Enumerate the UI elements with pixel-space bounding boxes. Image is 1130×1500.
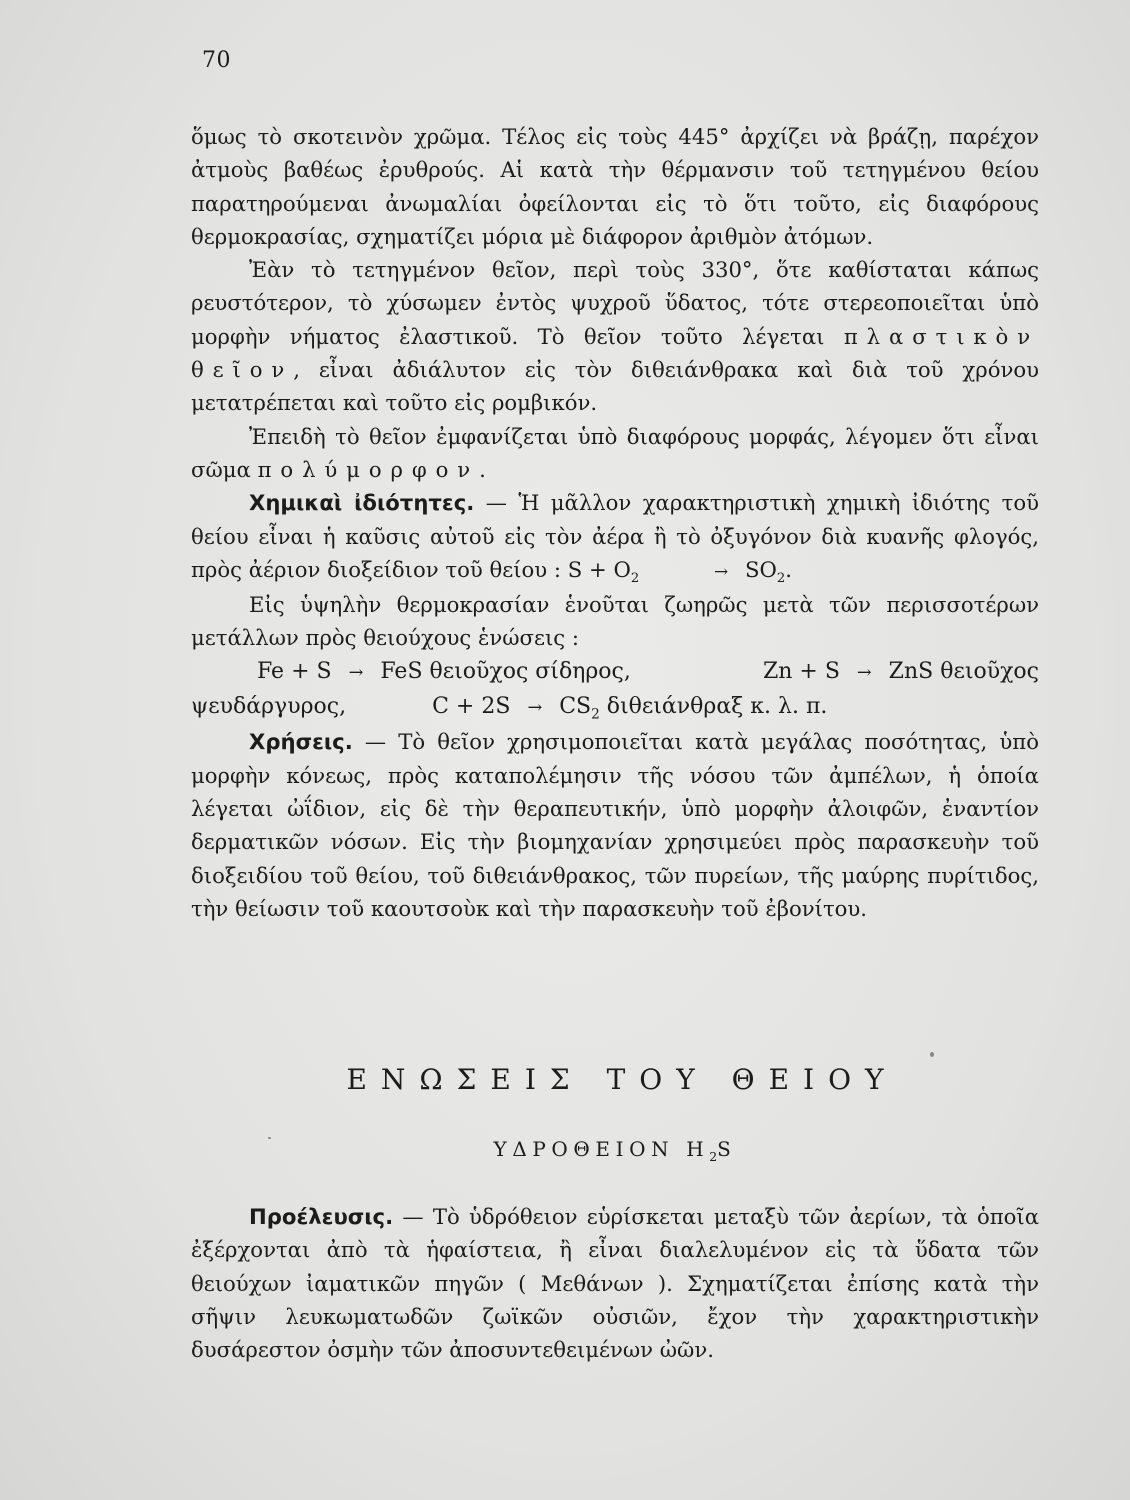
- eq-plus: +: [455, 694, 475, 720]
- eq-term: O: [613, 556, 631, 582]
- polymorphic-term: πολύμορφον: [257, 456, 480, 482]
- paragraph-metals: Εἰς ὑψηλὴν θερμοκρασίαν ἑνοῦται ζωηρῶς μετὰ τῶν περισσοτέρων μετάλλων πρὸς θειούχους ἑνώσεις :: [191, 592, 1039, 651]
- section-subtitle: [191, 1137, 1039, 1164]
- eq-term: SO: [744, 556, 777, 582]
- paragraph-chemical-properties: [191, 486, 1039, 588]
- eq-term: S: [824, 658, 840, 684]
- eq-name: διθειάνθραξ κ. λ. π.: [606, 694, 828, 720]
- eq-name: θειοῦχος σίδηρος,: [429, 658, 631, 684]
- eq-plus: +: [291, 658, 310, 684]
- formula-term: S: [717, 1137, 737, 1161]
- paragraph-origin: [191, 1200, 1039, 1366]
- paragraph-plastic-sulfur: [191, 253, 1039, 419]
- equation-line-2: [191, 690, 1039, 725]
- main-text: [191, 120, 1039, 925]
- eq-plus: +: [589, 556, 607, 582]
- eq-name: θειοῦχος: [940, 658, 1039, 684]
- section-title: ΕΝΩΣΕΙΣ ΤΟΥ ΘΕΙΟΥ: [346, 1063, 898, 1096]
- eq-term: FeS: [380, 658, 423, 684]
- eq-end: .: [785, 556, 792, 582]
- arrow-icon: →: [527, 698, 543, 719]
- eq-term: ZnS: [888, 658, 934, 684]
- print-speck: [268, 1137, 271, 1139]
- equation-line-1: [191, 655, 1039, 690]
- eq-name: ψευδάργυρος,: [191, 694, 347, 720]
- equations-metals: [191, 655, 1039, 726]
- arrow-icon: →: [348, 662, 364, 683]
- chemical-properties-heading: Χημικαὶ ἰδιότητες.: [249, 490, 475, 516]
- origin-text: — Τὸ ὑδρόθειον εὑρίσκεται μεταξὺ τῶν ἀερίων, τὰ ὁποῖα ἐξέρχονται ἀπὸ τὰ ἡφαίστεια, ἢ εἶναι διαλελυμένον εἰς τὰ ὕδατα τῶν θειούχων ἰαματικῶν πηγῶν ( Μεθάνων ). Σχηματίζεται ἐπίσης κατὰ τὴν σῆψιν λευκωματωδῶν ζωϊκῶν οὐσιῶν, ἔχον τὴν χαρακτηριστικὴν δυσάρεστον ὀσμὴν τῶν ἀποσυντεθειμένων ὠῶν.: [191, 1204, 1039, 1363]
- paragraph-polymorphic: [191, 420, 1039, 487]
- origin-heading: Προέλευσις.: [249, 1204, 394, 1229]
- equation-cs2: [432, 690, 827, 725]
- eq-term: S: [316, 658, 332, 684]
- eq-term: S: [567, 556, 583, 582]
- subtitle-formula: [686, 1137, 737, 1164]
- eq-term: Fe: [257, 658, 285, 684]
- equation-zn: [763, 655, 1039, 690]
- eq-term: 2S: [481, 694, 511, 720]
- arrow-icon: →: [856, 662, 872, 683]
- equation-combustion: [567, 556, 792, 587]
- print-speck: [930, 1052, 934, 1057]
- formula-subscript: 2: [709, 1149, 718, 1164]
- origin-section: [191, 1200, 1039, 1366]
- plastic-sulfur-term: πλαστικὸν θεῖον: [191, 323, 1039, 383]
- eq-term: CS: [559, 694, 592, 720]
- polymorphic-text: Ἐπειδὴ τὸ θεῖον ἐμφανίζεται ὑπὸ διαφόρους μορφάς, λέγομεν ὅτι εἶναι σῶμα: [191, 423, 1039, 482]
- polymorphic-end: .: [479, 456, 486, 482]
- uses-text: — Τὸ θεῖον χρησιμοποιεῖται κατὰ μεγάλας ποσότητας, ὑπὸ μορφὴν κόνεως, πρὸς καταπολέμησιν τῆς νόσου τῶν ἀμπέλων, ἡ ὁποία λέγεται ὠΐδιον, εἰς δὲ τὴν θεραπευτικήν, ὑπὸ μορφὴν ἀλοιφῶν, ἐναντίον δερματικῶν νόσων. Εἰς τὴν βιομηχανίαν χρησιμεύει πρὸς παρασκευὴν τοῦ διοξειδίου τοῦ θείου, τοῦ διθειάνθρακος, τῶν πυρείων, τῆς μαύρης πυρίτιδος, τὴν θείωσιν τοῦ καουτσοὺκ καὶ τὴν παρασκευὴν τοῦ ἐβονίτου.: [191, 729, 1039, 921]
- paragraph-uses: [191, 725, 1039, 925]
- equation-fe: [257, 655, 631, 690]
- eq-plus: +: [799, 658, 818, 684]
- chemical-properties-text: — Ἡ μᾶλλον χαρακτηριστικὴ χημικὴ ἰδιότης τοῦ θείου εἶναι ἡ καῦσις αὐτοῦ εἰς τὸν ἀέρα ἢ τὸ ὀξυγόνον διὰ κυανῆς φλογός, πρὸς ἀέριον διοξείδιον τοῦ θείου :: [191, 490, 1039, 582]
- paragraph-boiling: ὅμως τὸ σκοτεινὸν χρῶμα. Τέλος εἰς τοὺς 445° ἀρχίζει νὰ βράζῃ, παρέχον ἀτμοὺς βαθέως ἐρυθρούς. Αἱ κατὰ τὴν θέρμανσιν τοῦ τετηγμένου θείου παρατηρούμεναι ἀνωμαλίαι ὀφείλονται εἰς τὸ ὅτι τοῦτο, εἰς διαφόρους θερμοκρασίας, σχηματίζει μόρια μὲ διάφορον ἀριθμὸν ἀτόμων.: [191, 124, 1039, 249]
- plastic-text: Ἐὰν τὸ τετηγμένον θεῖον, περὶ τοὺς 330°, ὅτε καθίσταται κάπως ρευστότερον, τὸ χύσωμεν ἐντὸς ψυχροῦ ὕδατος, τότε στερεοποιεῖται ὑπὸ μορφὴν νήματος ἐλαστικοῦ. Τὸ θεῖον τοῦτο λέγεται: [191, 257, 1039, 349]
- eq-subscript: 2: [591, 706, 600, 723]
- uses-heading: Χρήσεις.: [249, 729, 353, 755]
- eq-term: C: [432, 694, 449, 720]
- eq-subscript: 2: [630, 571, 640, 587]
- eq-subscript: 2: [776, 571, 786, 587]
- subtitle-text: ΥΔΡΟΘΕΙΟΝ: [493, 1137, 675, 1161]
- eq-term: Zn: [762, 658, 793, 684]
- plastic-text-end: , εἶναι ἀδιάλυτον εἰς τὸν διθειάνθρακα καὶ διὰ τοῦ χρόνου μετατρέπεται καὶ τοῦτο εἰς ρομβικόν.: [191, 357, 1039, 416]
- arrow-icon: →: [714, 560, 729, 581]
- page-number: 70: [202, 48, 231, 73]
- formula-term: H: [686, 1137, 710, 1161]
